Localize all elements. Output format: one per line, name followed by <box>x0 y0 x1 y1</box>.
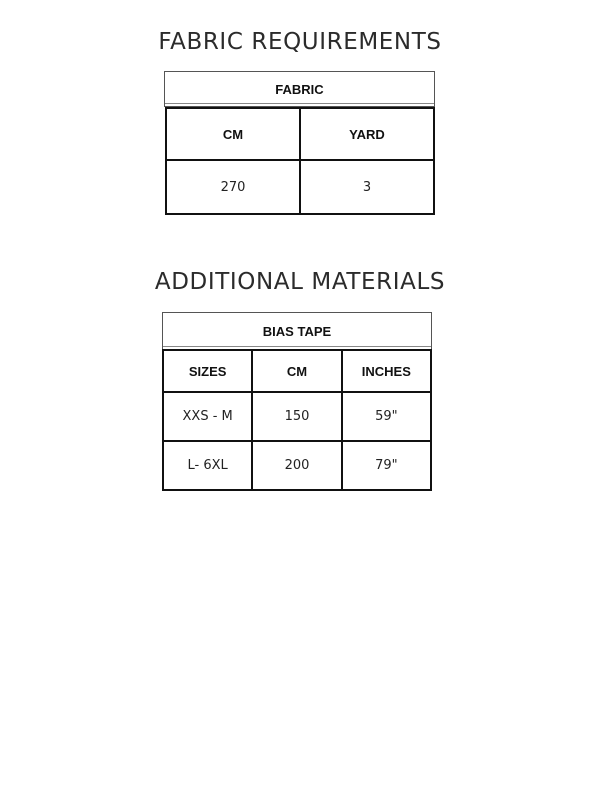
fabric-yard-value: 3 <box>300 160 434 214</box>
bias-size-cell: XXS - M <box>163 392 252 441</box>
fabric-table-header-row <box>166 108 434 160</box>
table-row <box>163 392 431 441</box>
bias-size-cell: L- 6XL <box>163 441 252 490</box>
bias-column-header-cm: CM <box>252 350 341 392</box>
bias-inches-cell: 79" <box>342 441 431 490</box>
bias-inches-cell: 59" <box>342 392 431 441</box>
bias-tape-table <box>162 349 432 491</box>
fabric-requirements-heading: FABRIC REQUIREMENTS <box>158 29 442 55</box>
bias-cm-cell: 200 <box>252 441 341 490</box>
additional-materials-heading: ADDITIONAL MATERIALS <box>154 269 446 295</box>
fabric-column-header-yard: YARD <box>300 108 434 160</box>
bias-tape-table-caption: BIAS TAPE <box>162 312 432 350</box>
bias-tape-table-header-row <box>163 350 431 392</box>
bias-column-header-sizes: SIZES <box>163 350 252 392</box>
fabric-table-caption: FABRIC <box>164 71 435 107</box>
bias-cm-cell: 150 <box>252 392 341 441</box>
fabric-table <box>165 107 435 215</box>
fabric-cm-value: 270 <box>166 160 300 214</box>
table-row <box>166 160 434 214</box>
bias-column-header-inches: INCHES <box>342 350 431 392</box>
table-row <box>163 441 431 490</box>
fabric-column-header-cm: CM <box>166 108 300 160</box>
